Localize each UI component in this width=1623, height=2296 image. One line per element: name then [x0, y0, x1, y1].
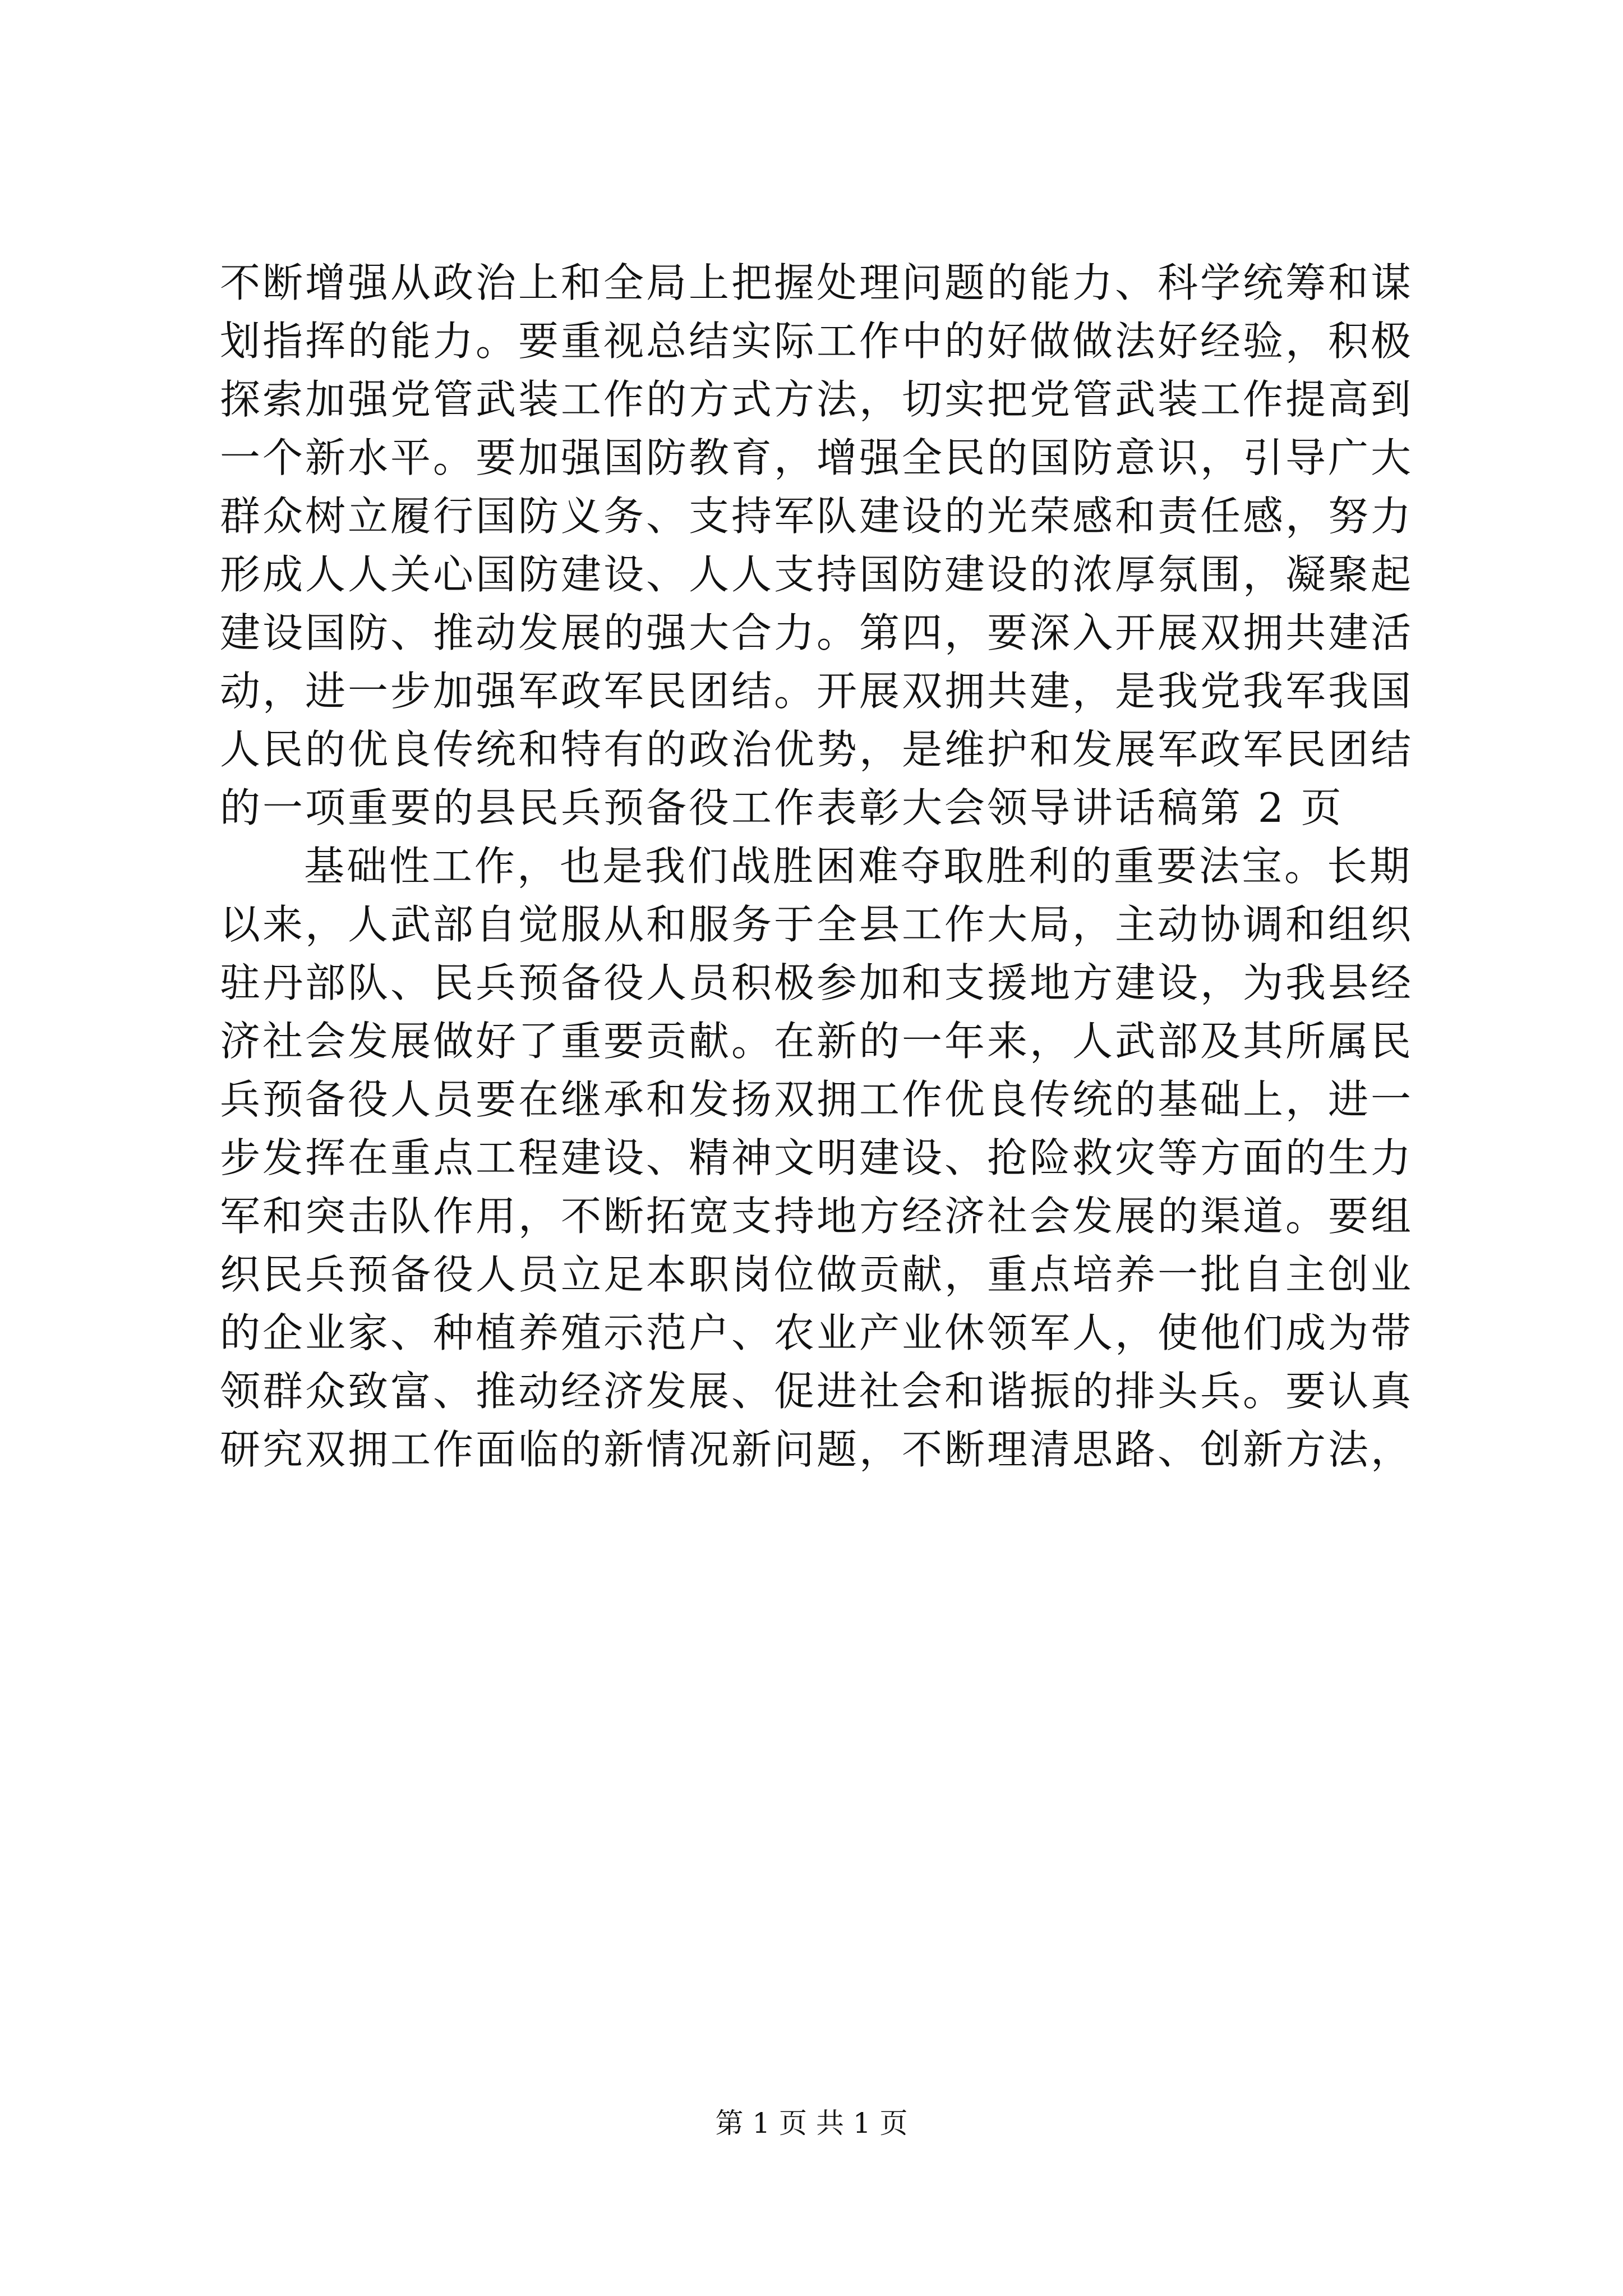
text-line: 军和突击队作用，不断拓宽支持地方经济社会发展的渠道。要组	[220, 1193, 1414, 1240]
text-line: 一个新水平。要加强国防教育，增强全民的国防意识，引导广大	[220, 434, 1414, 481]
document-body	[220, 254, 1420, 1479]
text-line: 领群众致富、推动经济发展、促进社会和谐振的排头兵。要认真	[220, 1368, 1414, 1415]
text-line: 的企业家、种植养殖示范户、农业产业休领军人，使他们成为带	[220, 1309, 1414, 1356]
text-line: 探索加强党管武装工作的方式方法，切实把党管武装工作提高到	[220, 376, 1414, 423]
text-line: 群众树立履行国防义务、支持军队建设的光荣感和责任感，努力	[220, 493, 1414, 540]
text-line: 建设国防、推动发展的强大合力。第四，要深入开展双拥共建活	[220, 609, 1414, 656]
page-footer: 第 1 页 共 1 页	[715, 2107, 908, 2139]
text-line: 划指挥的能力。要重视总结实际工作中的好做做法好经验，积极	[220, 318, 1414, 365]
text-line: 兵预备役人员要在继承和发扬双拥工作优良传统的基础上，进一	[220, 1076, 1414, 1123]
text-line: 驻丹部队、民兵预备役人员积极参加和支援地方建设，为我县经	[220, 959, 1414, 1006]
text-line: 步发挥在重点工程建设、精神文明建设、抢险救灾等方面的生力	[220, 1134, 1414, 1181]
paragraph-start-line: 基础性工作，也是我们战胜困难夺取胜利的重要法宝。长期	[304, 843, 1413, 890]
text-line: 形成人人关心国防建设、人人支持国防建设的浓厚氛围，凝聚起	[220, 551, 1414, 598]
text-line: 人民的优良传统和特有的政治优势，是维护和发展军政军民团结	[220, 726, 1414, 773]
text-line: 的一项重要的县民兵预备役工作表彰大会领导讲话稿第 2 页	[220, 784, 1344, 831]
text-line: 不断增强从政治上和全局上把握处理问题的能力、科学统筹和谋	[220, 259, 1414, 306]
text-line: 济社会发展做好了重要贡献。在新的一年来，人武部及其所属民	[220, 1018, 1414, 1065]
text-line: 动，进一步加强军政军民团结。开展双拥共建，是我党我军我国	[220, 668, 1414, 715]
text-line: 织民兵预备役人员立足本职岗位做贡献，重点培养一批自主创业	[220, 1251, 1414, 1298]
text-line: 研究双拥工作面临的新情况新问题，不断理清思路、创新方法，	[220, 1426, 1414, 1473]
text-line: 以来，人武部自觉服从和服务于全县工作大局，主动协调和组织	[220, 901, 1414, 948]
